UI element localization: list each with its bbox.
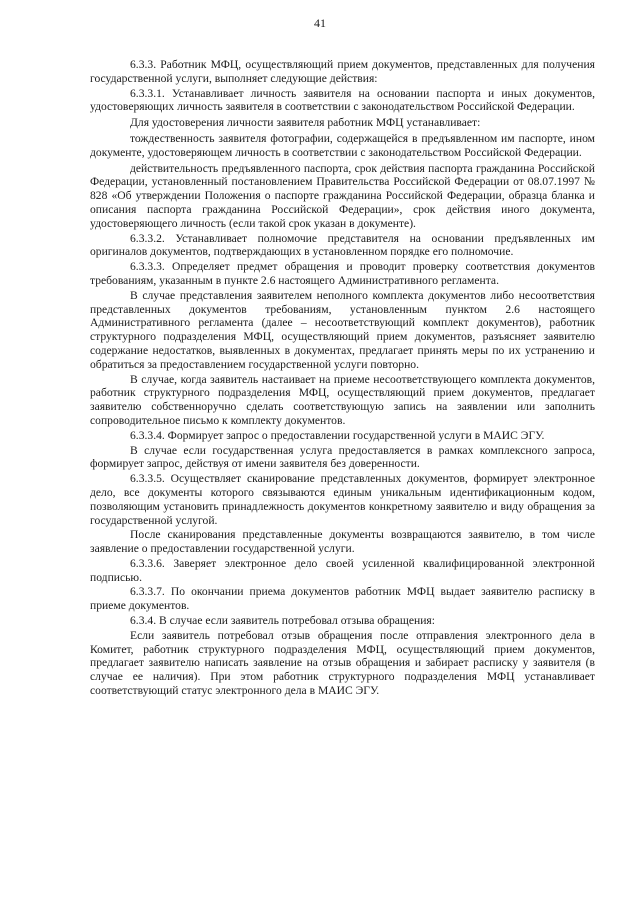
paragraph: 6.3.3.5. Осуществляет сканирование представленных документов, формирует электронное дело, все документы которого связываются единым уникальным идентификационным кодом, позволяющим установить принадлежность документов конкретному заявителю и виду обращения за государственной услугой. (90, 472, 595, 527)
paragraph: После сканирования представленные документы возвращаются заявителю, в том числе заявление о предоставлении государственной услуги. (90, 528, 595, 556)
paragraph: тождественность заявителя фотографии, содержащейся в предъявленном им паспорте, ином документе, удостоверяющем личность в соответствии с законодательством Российской Федерации. (90, 131, 595, 159)
document-body (90, 58, 595, 699)
page-number: 41 (314, 16, 326, 30)
paragraph: 6.3.3. Работник МФЦ, осуществляющий прием документов, представленных для получения государственной услуги, выполняет следующие действия: (90, 58, 595, 85)
paragraph: 6.3.3.7. По окончании приема документов работник МФЦ выдает заявителю расписку в приеме документов. (90, 585, 595, 613)
paragraph: 6.3.3.3. Определяет предмет обращения и проводит проверку соответствия документов требованиям, указанным в пункте 2.6 настоящего Административного регламента. (90, 260, 595, 287)
paragraph: В случае, когда заявитель настаивает на приеме несоответствующего комплекта документов, работник структурного подразделения МФЦ, осуществляющий прием документов, предлагает заявителю собственноручно сделать соответствующую запись на заявлении или заполнить сопроводительное письмо к комплекту документов. (90, 372, 595, 427)
paragraph: В случае представления заявителем неполного комплекта документов либо несоответствия представленных документов требованиям, установленным пунктом 2.6 настоящего Административного регламента (далее – несоответствующий комплект документов), работник структурного подразделения МФЦ, осуществляющий прием документов, разъясняет заявителю содержание недостатков, выявленных в документах, предлагает принять меры по их устранению и обратиться за предоставлением государственной услуги повторно. (90, 288, 595, 371)
paragraph: Если заявитель потребовал отзыв обращения после отправления электронного дела в Комитет, работник структурного подразделения МФЦ, осуществляющий прием документов, предлагает заявителю написать заявление на отзыв обращения и забирает расписку у заявителя (в случае ее наличия). При этом работник структурного подразделения МФЦ устанавливает соответствующий статус электронного дела в МАИС ЭГУ. (90, 628, 595, 698)
paragraph: Для удостоверения личности заявителя работник МФЦ устанавливает: (130, 116, 481, 130)
paragraph: 6.3.3.4. Формирует запрос о предоставлении государственной услуги в МАИС ЭГУ. (130, 428, 545, 442)
paragraph: 6.3.3.2. Устанавливает полномочие представителя на основании предъявленных им оригиналов документов, подтверждающих в установленном порядке его полномочие. (90, 231, 595, 259)
paragraph: действительность предъявленного паспорта, срок действия паспорта гражданина Российской Федерации, установленный постановлением Правительства Российской Федерации от 08.07.1997 № 828 «Об утверждении Положения о паспорте гражданина Российской Федерации, образца бланка и описания паспорта гражданина Российской Федерации», срок действия иного документа, удостоверяющего личность (если такой срок указан в документе). (90, 161, 595, 230)
paragraph: 6.3.4. В случае если заявитель потребовал отзыва обращения: (130, 614, 435, 628)
paragraph: 6.3.3.6. Заверяет электронное дело своей усиленной квалифицированной электронной подписью. (90, 556, 595, 584)
paragraph: В случае если государственная услуга предоставляется в рамках комплексного запроса, формирует запрос, действуя от имени заявителя без доверенности. (90, 443, 595, 471)
paragraph: 6.3.3.1. Устанавливает личность заявителя на основании паспорта и иных документов, удостоверяющих личность заявителя в соответствии с законодательством Российской Федерации. (90, 86, 595, 114)
